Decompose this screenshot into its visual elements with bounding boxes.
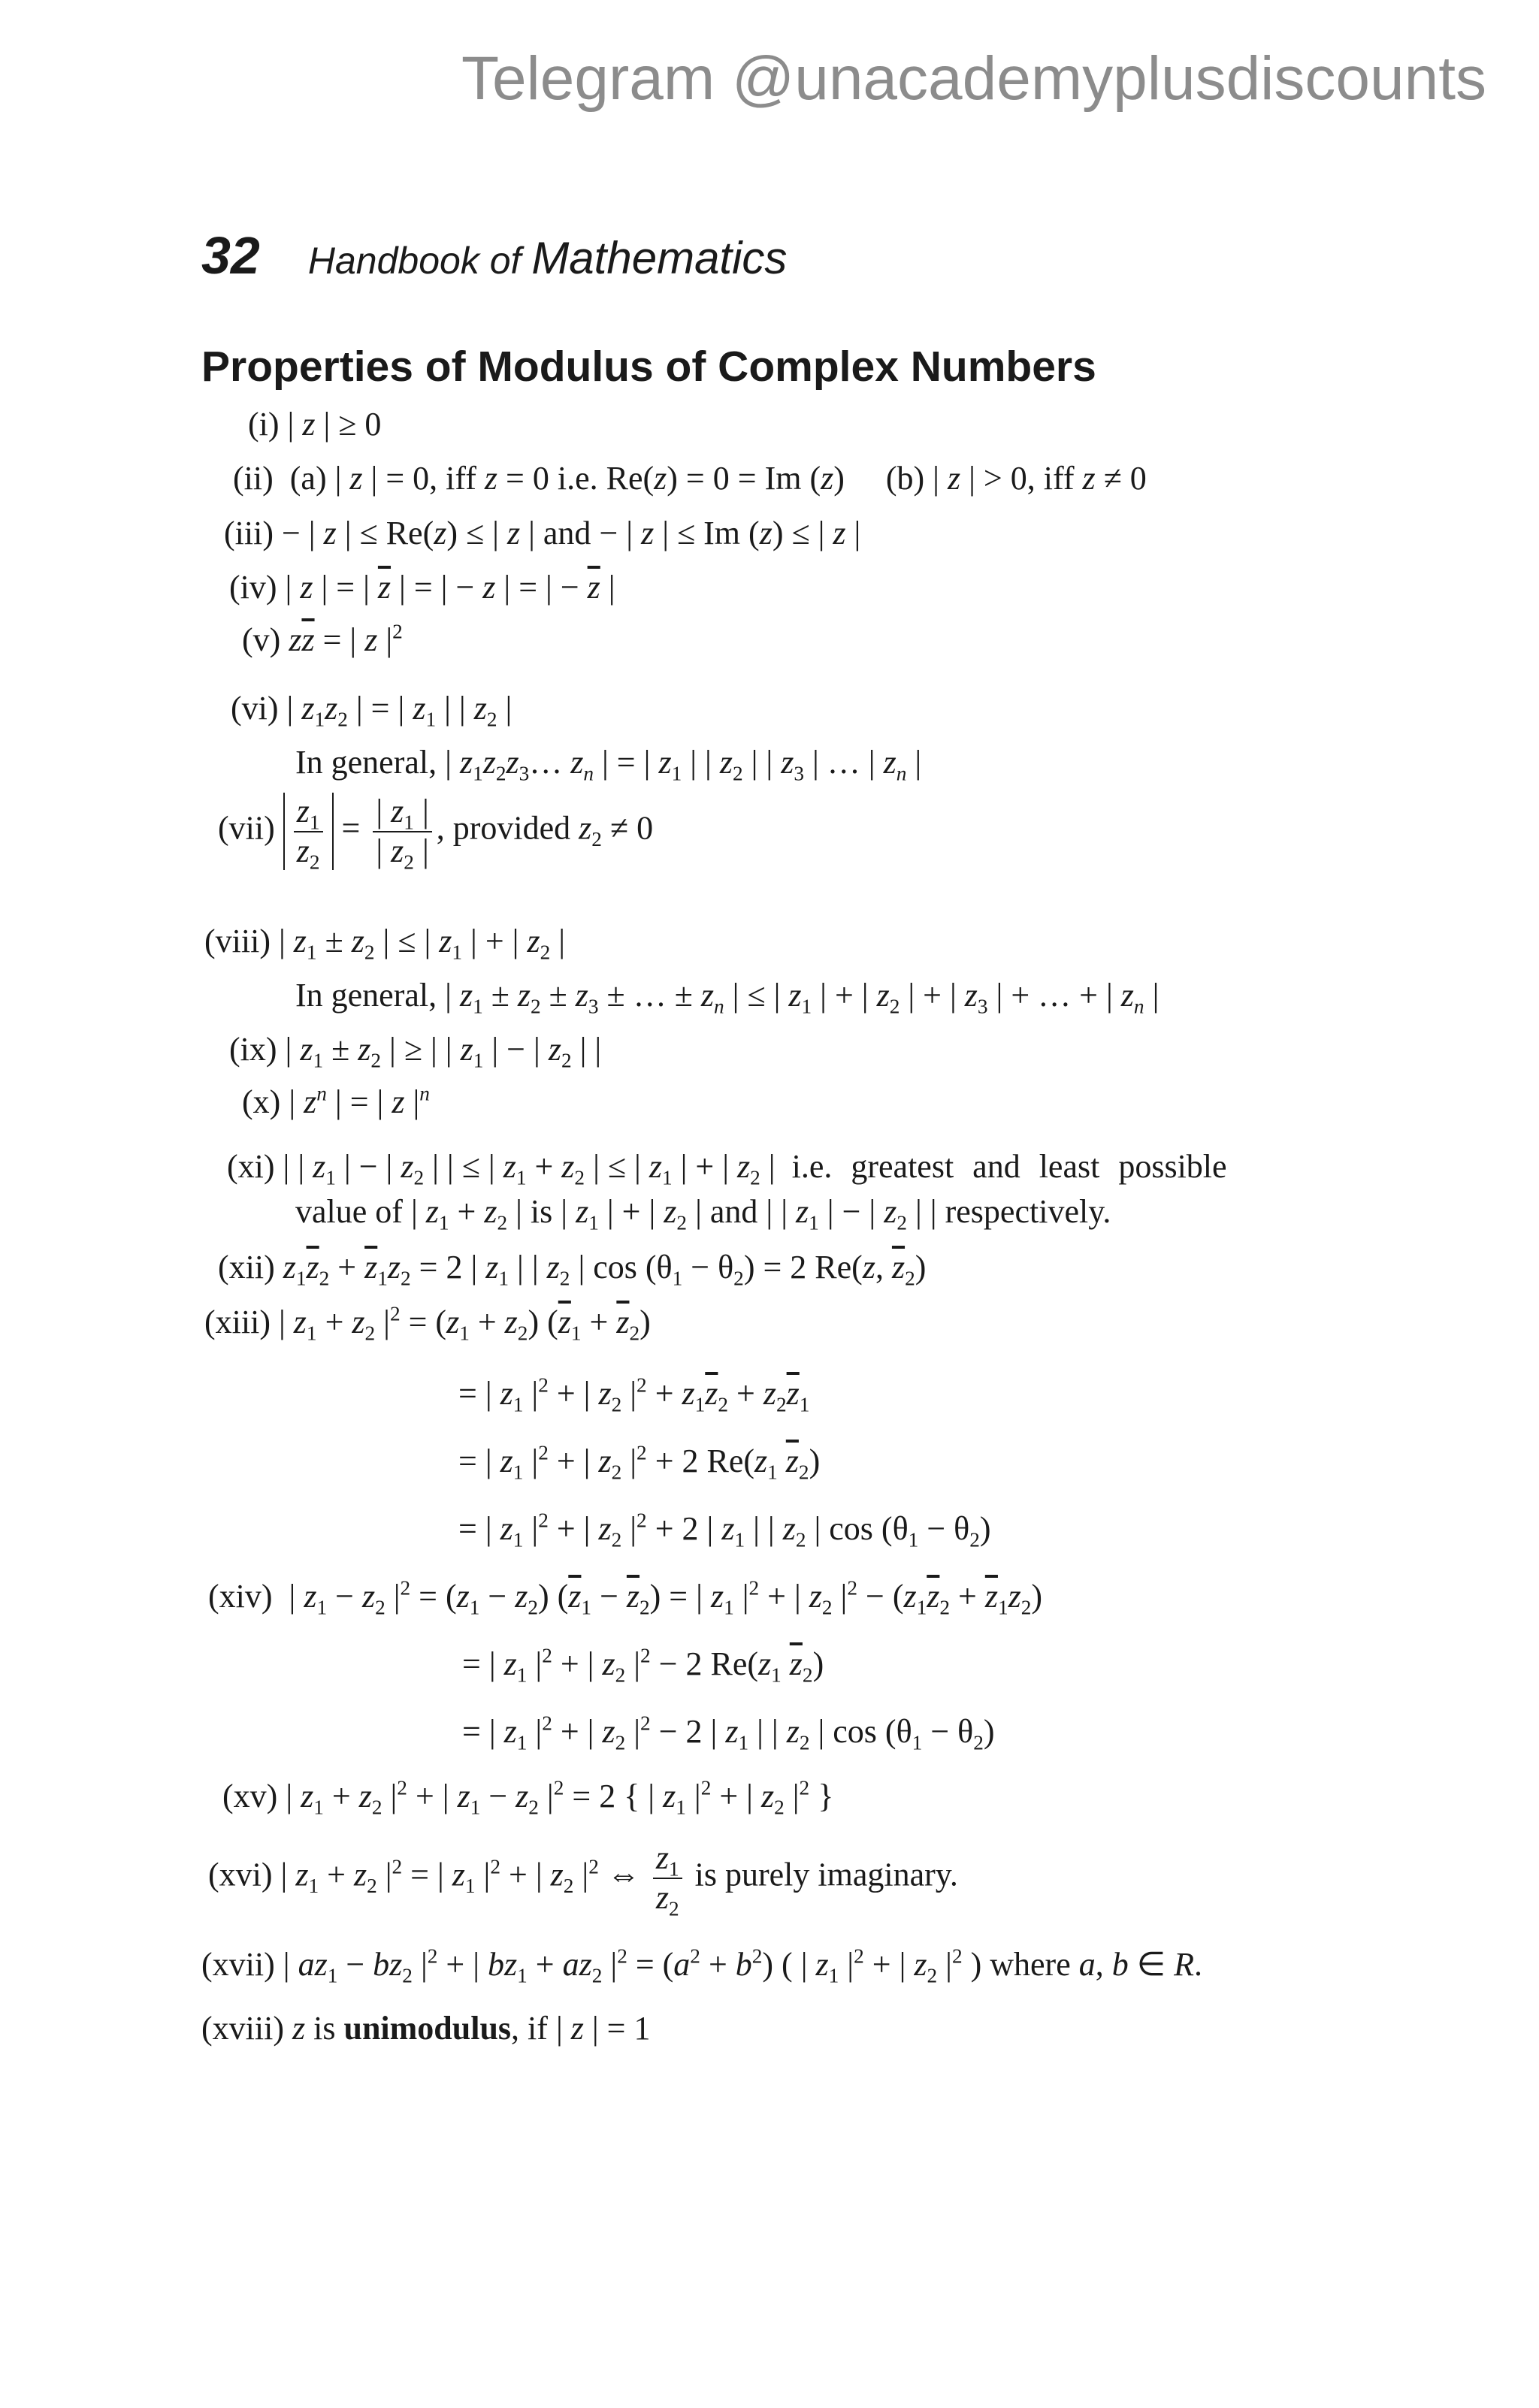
property-i: (i) | z | ≥ 0 bbox=[248, 406, 382, 443]
property-xv: (xv) | $z_1 + z_2$ $|^2$ + | $z_1 - z_2$ $|^2 = 2$ { | $z_1$ $|^2$ + | $z_2$ $|^2$ } bbox=[222, 1776, 834, 1819]
property-xviii: (xviii) z is unimodulus, if | z | = 1 bbox=[201, 2010, 651, 2047]
property-xiii-line4: = | $z_1$ $|^2$ + | $z_2$ $|^2 + 2$ | $z_1$ | | $z_2$ | $\cos (\theta_1 - \theta_2)$ bbox=[458, 1509, 991, 1551]
property-xiv-line3: = | $z_1$ $|^2$ + | $z_2$ $|^2 - 2$ | $z_1$ | | $z_2$ | $\cos (\theta_1 - \theta_2)$ bbox=[462, 1712, 995, 1754]
property-viii: (viii) | $z_1 \pm z_2$ | ≤ | $z_1$ | + | $z_2$ | bbox=[204, 923, 566, 964]
property-vii: (vii) $\frac{z_1}{z_2}$ = $\frac{| z_1 |}{| z_2 |}$ , provided $z_2 \ne 0$ bbox=[218, 793, 654, 874]
property-v: (v) $z\overline{z}$ = | z $|^2$ bbox=[242, 620, 403, 658]
property-xiv: (xiv) | $z_1 - z_2$ $|^2 = (z_1 - z_2) (\overline{z}_1 - \overline{z}_2)$ = | $z_1$ $|^2$ + | $z_2$ $|^2 - (z_1\overline{z}_2 + \overline{z}_1z_2)$ bbox=[208, 1576, 1043, 1619]
property-xiii: (xiii) | $z_1 + z_2$ $|^2 = (z_1 + z_2) (\overline{z}_1 + \overline{z}_2)$ bbox=[204, 1302, 651, 1345]
property-ii: (ii) (a) | z | = 0, iff z = 0 i.e. Re(z) = 0 = Im (z) (b) | z | > 0, iff z ≠ 0 bbox=[233, 460, 1147, 497]
property-viii-general: In general, | $z_1 \pm z_2 \pm z_3$ ± … ± $z_n$ | ≤ | $z_1$ | + | $z_2$ | + | $z_3$ | + … + | $z_n$ | bbox=[295, 977, 1160, 1018]
property-xii: (xii) $z_1\overline{z}_2 + \overline{z}_1z_2 = 2$ | $z_1$ | | $z_2$ | $\cos (\theta_1 - \theta_2) = 2$ Re(z, $\overline{z}_2$) bbox=[218, 1249, 927, 1290]
property-iii: (iii) − | z | ≤ Re(z) ≤ | z | and − | z | ≤ Im (z) ≤ | z | bbox=[224, 515, 861, 551]
property-vi-general: In general, | $z_1z_2z_3\dots$ $z_n$ | = | $z_1$ | | $z_2$ | | $z_3$ | … | $z_n$ | bbox=[295, 744, 922, 785]
section-title: Properties of Modulus of Complex Numbers bbox=[201, 343, 1096, 391]
property-xvi: (xvi) | $z_1 + z_2$ $|^2$ = | $z_1$ $|^2$ + | $z_2$ $|^2$ ⇔ $\frac{z_1}{z_2}$ is purely imaginary. bbox=[208, 1839, 958, 1920]
property-xi-cont: value of | $z_1 + z_2$ | is | $z_1$ | + | $z_2$ | and | | $z_1$ | − | $z_2$ | | respectively. bbox=[295, 1193, 1111, 1234]
property-xi: (xi) | | $z_1$ | − | $z_2$ | | ≤ | $z_1 + z_2$ | ≤ | $z_1$ | + | $z_2$ | i.e. greatest and least possible bbox=[227, 1148, 1227, 1189]
property-xiv-line2: = | $z_1$ $|^2$ + | $z_2$ $|^2 - 2$ $Re(z_1$ $\overline{z}_2$) bbox=[462, 1644, 824, 1687]
watermark: Telegram @unacademyplusdiscounts bbox=[461, 44, 1486, 113]
page-header bbox=[201, 225, 787, 286]
page-number: 32 bbox=[201, 226, 260, 285]
property-iv: (iv) | z | = | $\overline{z}$ | = | − z | = | − $\overline{z}$ | bbox=[229, 569, 615, 606]
book-title: Handbook of Mathematics bbox=[307, 233, 788, 283]
property-xiii-line3: = | $z_1$ $|^2$ + | $z_2$ $|^2 + 2$ $Re(z_1$ $\overline{z}_2$) bbox=[458, 1441, 821, 1484]
property-ix: (ix) | $z_1 \pm z_2$ | ≥ | | $z_1$ | − | $z_2$ | | bbox=[229, 1031, 602, 1072]
property-xvii: (xvii) | $az_1 - bz_2$ $|^2$ + | $bz_1 + az_2$ $|^2 = (a^2 + b^2)$ ( | $z_1$ $|^2$ + | $z_2$ $|^2$ ) where a, b ∈ R. bbox=[201, 1944, 1202, 1987]
property-x: (x) | $z^n$ | = | z $|^n$ bbox=[242, 1082, 430, 1120]
property-xiii-line2: = | $z_1$ $|^2$ + | $z_2$ $|^2 + z_1\overline{z}_2 + z_2\overline{z}_1$ bbox=[458, 1373, 810, 1416]
property-vi: (vi) | $z_1z_2$ | = | $z_1$ | | $z_2$ | bbox=[231, 690, 512, 731]
